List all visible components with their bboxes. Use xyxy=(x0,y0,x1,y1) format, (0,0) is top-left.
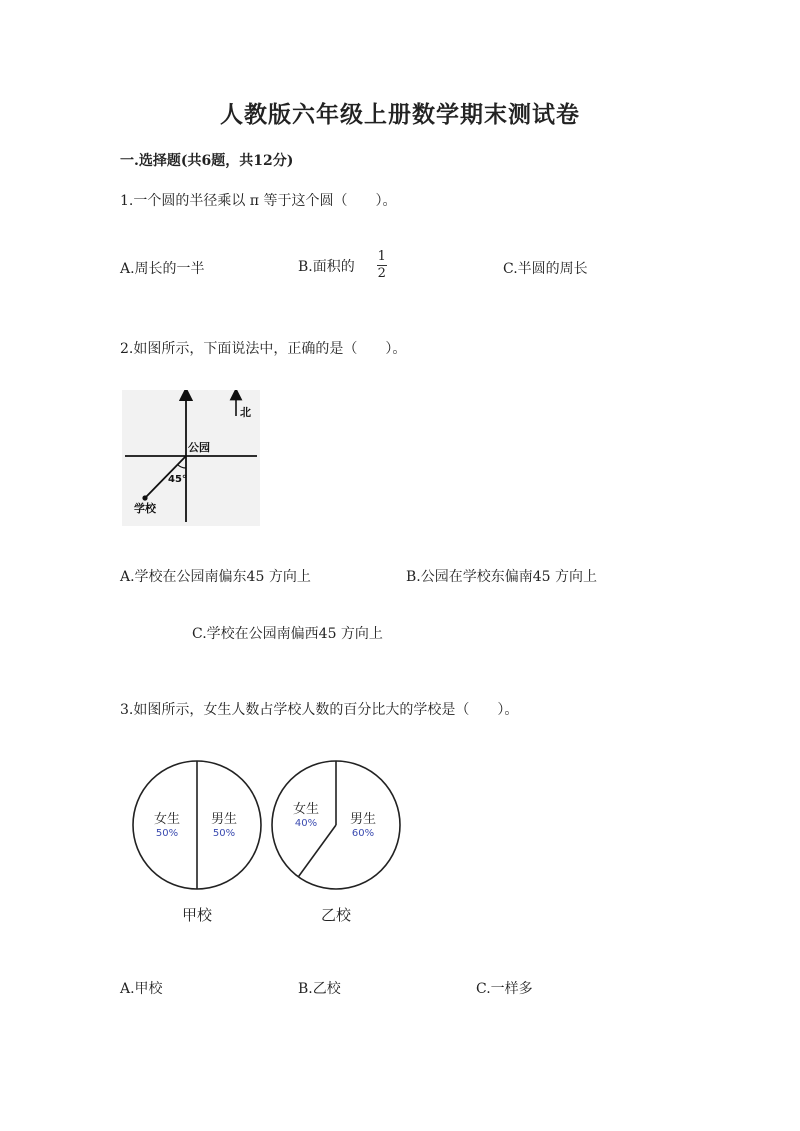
page-title: 人教版六年级上册数学期末测试卷 xyxy=(220,101,580,128)
question-1-option-c: C.半圆的周长 xyxy=(503,261,588,277)
question-2-option-b: B.公园在学校东偏南45 方向上 xyxy=(406,569,598,585)
pie-slice-label: 女生 xyxy=(153,812,181,827)
pie-slice-label: 男生 xyxy=(210,812,238,827)
question-2-option-a: A.学校在公园南偏东45 方向上 xyxy=(120,569,311,585)
school-point xyxy=(142,495,147,500)
section-heading: 一.选择题(共6题，共12分) xyxy=(120,153,294,169)
angle-label: 45° xyxy=(168,474,187,485)
north-label: 北 xyxy=(240,406,251,419)
question-1-option-b-label: B.面积的 xyxy=(298,258,355,275)
pie-slice-percent: 60% xyxy=(351,828,375,839)
question-1-option-b xyxy=(298,250,387,281)
pie-host xyxy=(133,761,400,924)
pie-slice-label: 女生 xyxy=(292,802,320,817)
fraction xyxy=(377,250,387,281)
pie-title: 甲校 xyxy=(181,906,213,924)
fraction-numerator: 1 xyxy=(377,249,386,264)
pie-slice-percent: 50% xyxy=(155,828,179,839)
pie-slice-percent: 40% xyxy=(294,818,318,829)
pie-title: 乙校 xyxy=(320,906,352,924)
pie-charts xyxy=(120,755,420,935)
question-3-option-b: B.乙校 xyxy=(298,981,341,997)
pie-slice-label: 男生 xyxy=(349,812,377,827)
pie-slice-percent: 50% xyxy=(212,828,236,839)
question-2-stem: 2.如图所示，下面说法中，正确的是（ ）。 xyxy=(120,341,407,357)
question-3-stem: 3.如图所示，女生人数占学校人数的百分比大的学校是（ ）。 xyxy=(120,702,519,718)
question-1-stem: 1.一个圆的半径乘以 π 等于这个圆（ ）。 xyxy=(120,193,397,209)
question-3-option-a: A.甲校 xyxy=(120,981,163,997)
question-3-option-c: C.一样多 xyxy=(476,981,533,997)
question-1-option-a: A.周长的一半 xyxy=(120,261,205,277)
direction-figure xyxy=(122,390,260,526)
fraction-denominator: 2 xyxy=(377,266,386,281)
school-label: 学校 xyxy=(134,502,156,515)
park-label: 公园 xyxy=(188,441,210,454)
question-2-option-c: C.学校在公园南偏西45 方向上 xyxy=(192,626,383,642)
